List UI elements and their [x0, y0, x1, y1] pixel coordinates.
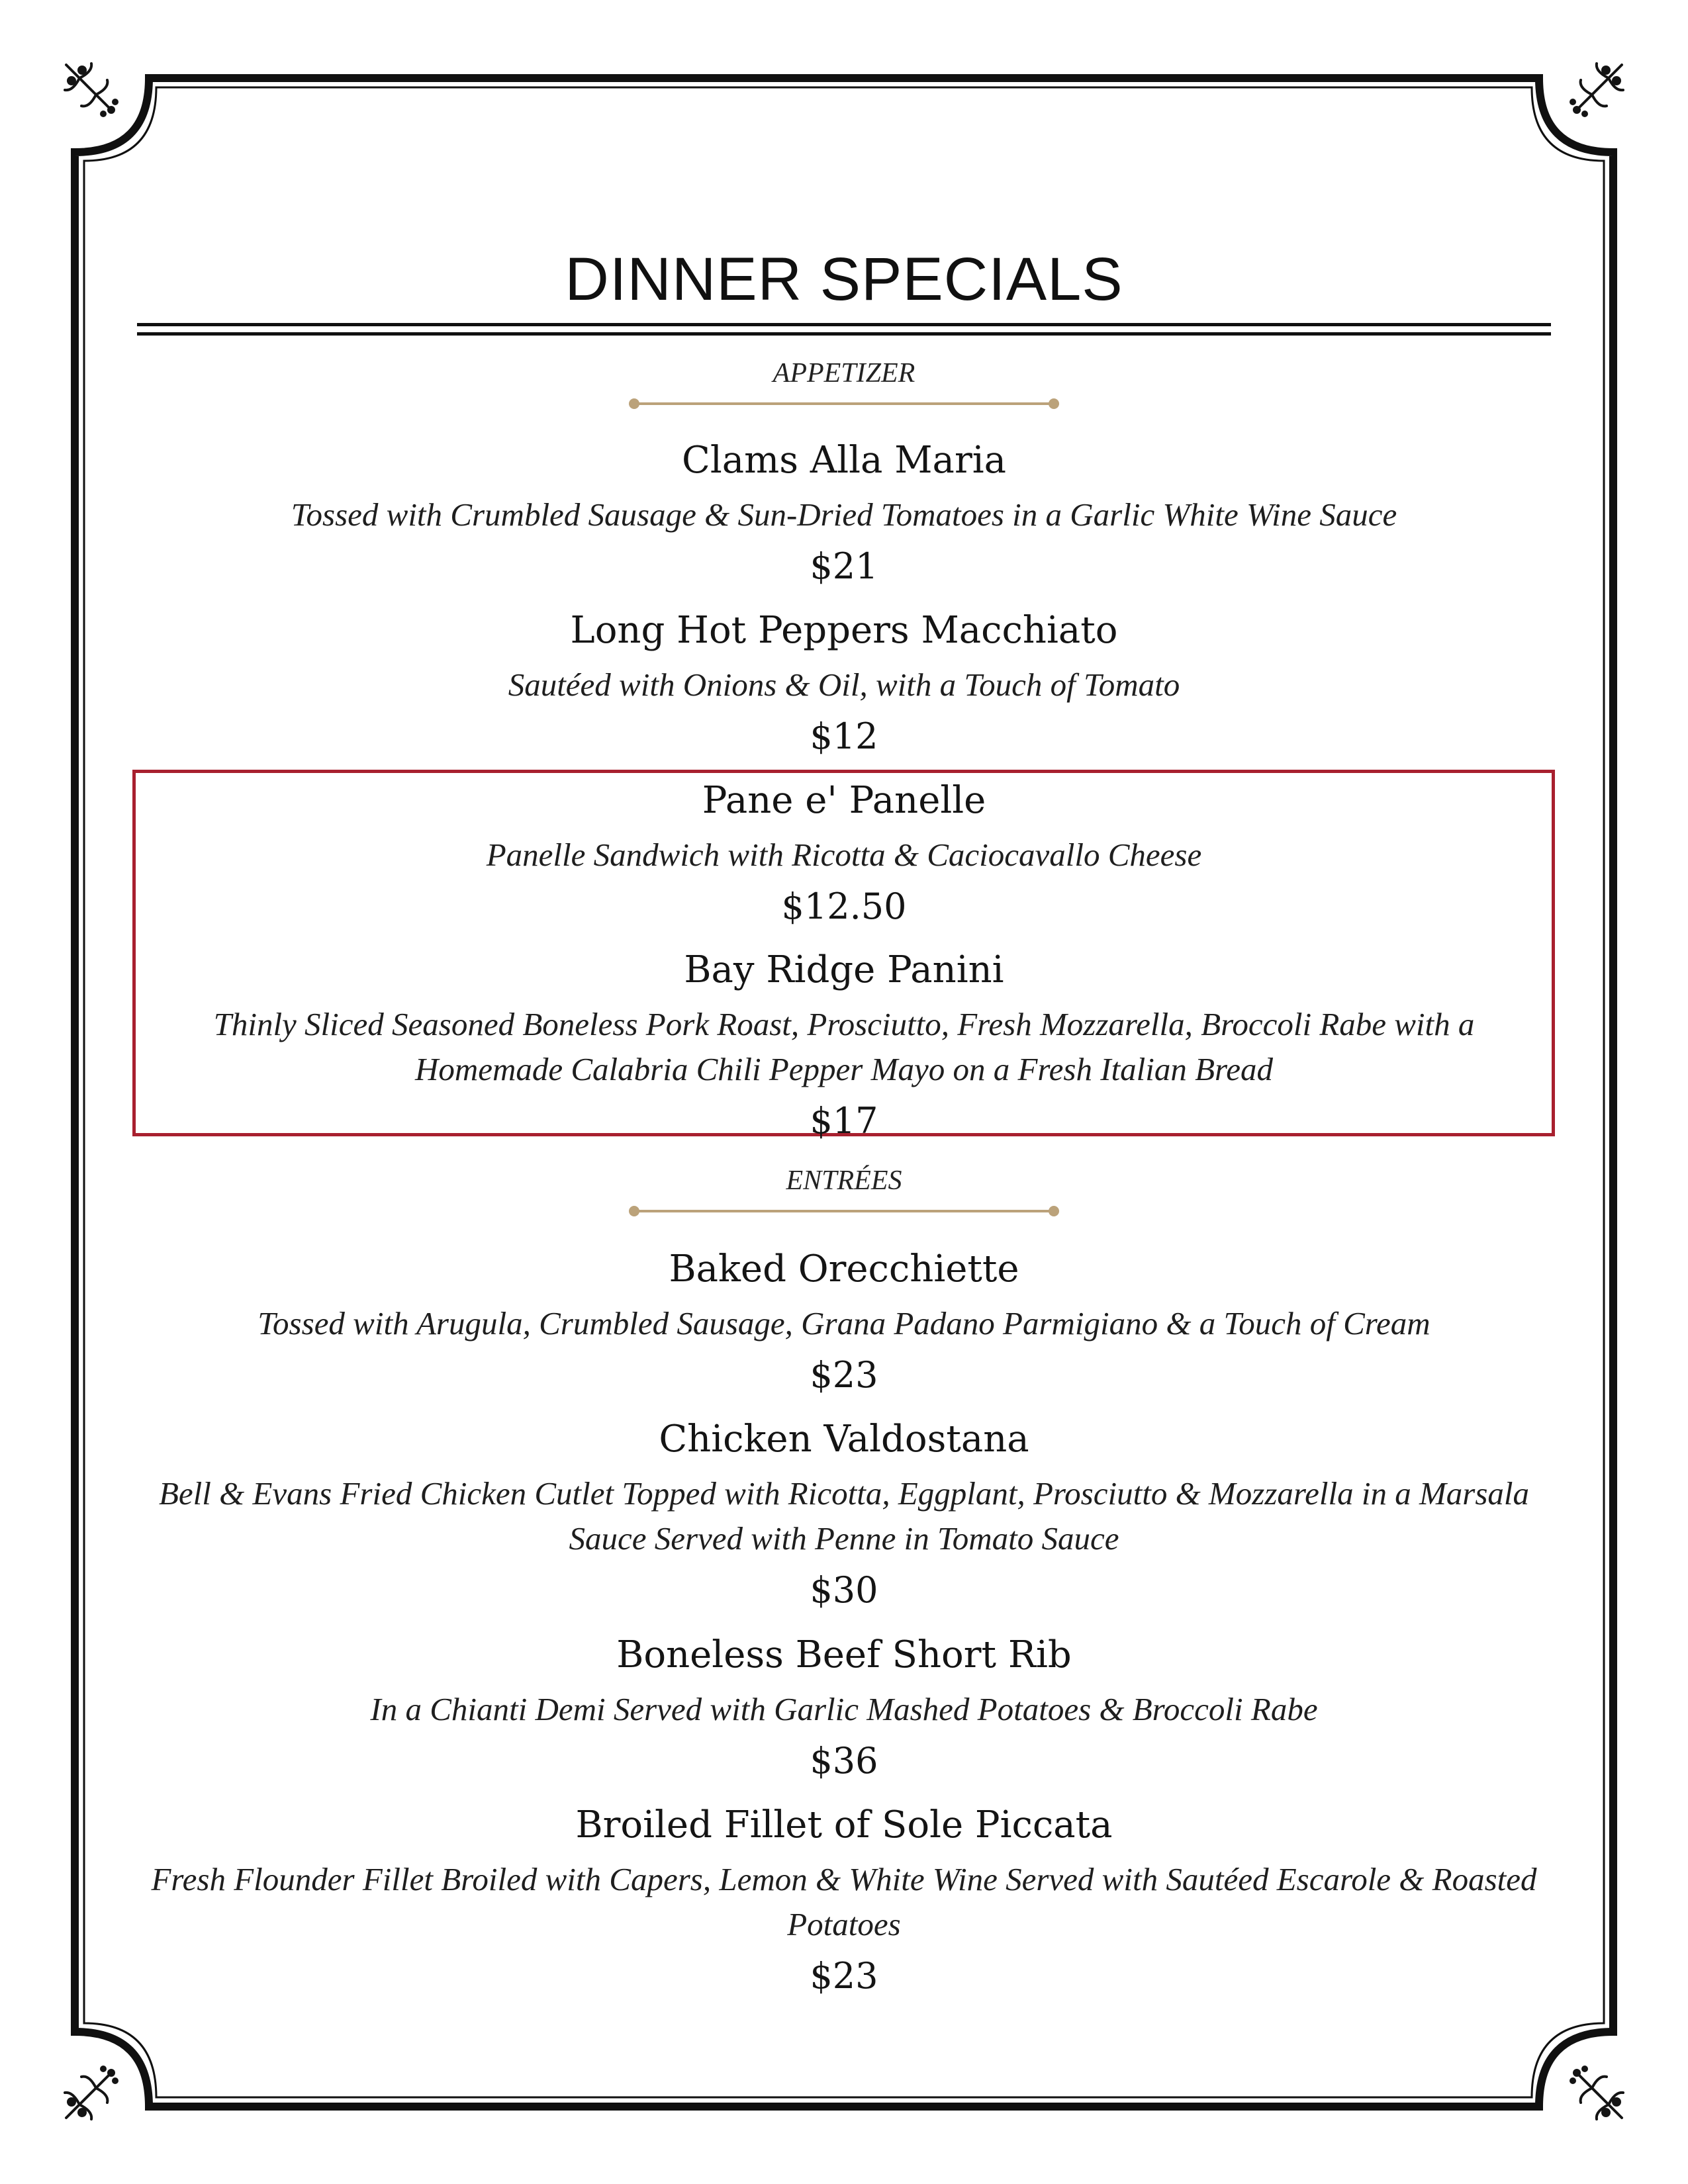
item-name: Clams Alla Maria [681, 439, 1007, 482]
title-rule-top [137, 323, 1551, 326]
floral-corner-ornament-icon [60, 2065, 119, 2124]
section-divider [628, 1205, 1060, 1218]
section-header-appetizer [0, 357, 1688, 389]
item-name: Broiled Fillet of Sole Piccata [575, 1803, 1113, 1846]
item-price: $23 [810, 1354, 878, 1396]
item-price: $30 [810, 1569, 878, 1611]
item-price: $23 [810, 1955, 878, 1997]
item-name: Long Hot Peppers Macchiato [570, 609, 1118, 652]
item-name: Boneless Beef Short Rib [616, 1633, 1072, 1676]
menu-item [0, 1418, 1688, 1612]
item-name: Pane e' Panelle [702, 779, 986, 822]
section-divider [628, 397, 1060, 410]
menu-item [0, 779, 1688, 929]
menu-item [0, 609, 1688, 758]
menu-item [0, 1633, 1688, 1783]
menu-item [0, 1248, 1688, 1397]
item-price: $21 [810, 545, 878, 587]
menu-item [0, 1803, 1688, 1998]
item-description: Bell & Evans Fried Chicken Cutlet Topped with Ricotta, Eggplant, Prosciutto & Mozzarella in a Marsala Sauce Served with Penne in Tomato Sauce [158, 1475, 1530, 1557]
item-description: Sautéed with Onions & Oil, with a Touch of Tomato [508, 666, 1180, 703]
floral-corner-ornament-icon [60, 58, 119, 118]
item-name: Chicken Valdostana [659, 1418, 1029, 1461]
item-description: Thinly Sliced Seasoned Boneless Pork Roast, Prosciutto, Fresh Mozzarella, Broccoli Rabe with a Homemade Calabria Chili Pepper Mayo on a Fresh Italian Bread [213, 1006, 1475, 1087]
item-price: $36 [810, 1740, 878, 1782]
page-title: DINNER SPECIALS [565, 246, 1123, 313]
item-description: Fresh Flounder Fillet Broiled with Capers, Lemon & White Wine Served with Sautéed Escarole & Roasted Potatoes [151, 1861, 1537, 1942]
item-description: In a Chianti Demi Served with Garlic Mashed Potatoes & Broccoli Rabe [370, 1691, 1318, 1727]
item-price: $12.50 [781, 886, 907, 927]
floral-corner-ornament-icon [1569, 58, 1628, 118]
item-description: Tossed with Arugula, Crumbled Sausage, Grana Padano Parmigiano & a Touch of Cream [258, 1305, 1430, 1342]
floral-corner-ornament-icon [1569, 2065, 1628, 2124]
section-label: APPETIZER [773, 358, 915, 388]
menu-item [0, 948, 1688, 1143]
item-name: Bay Ridge Panini [684, 948, 1004, 991]
item-description: Tossed with Crumbled Sausage & Sun-Dried Tomatoes in a Garlic White Wine Sauce [291, 496, 1397, 533]
section-header-entrees [0, 1165, 1688, 1197]
menu-item [0, 439, 1688, 588]
item-description: Panelle Sandwich with Ricotta & Caciocavallo Cheese [486, 837, 1202, 873]
section-label: ENTRÉES [786, 1165, 902, 1196]
item-price: $12 [810, 715, 878, 757]
item-price: $17 [810, 1100, 878, 1142]
title-rule-bottom [137, 332, 1551, 336]
item-name: Baked Orecchiette [669, 1248, 1019, 1291]
